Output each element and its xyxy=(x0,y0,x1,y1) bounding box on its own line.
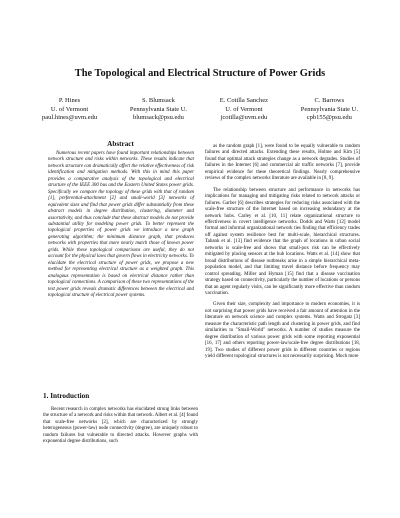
author-1 xyxy=(42,97,97,123)
author-4 xyxy=(301,97,358,123)
paragraph: as the random graph [1], were found to be equally vulnerable to random failures and directed attacks. Extending these results, Holme and Kim [5] found that optimal attack strategies change as a network degrades. Studies of failures in the Internet [6] and commercial air traffic networks [7], provide empirical evidence for these theoretical findings. Nearly comprehensive reviews of the complex networks literature are available in [8, 9]. xyxy=(205,144,360,182)
author-name: P. Hines xyxy=(58,97,81,104)
author-block xyxy=(42,97,358,123)
right-column xyxy=(205,144,360,366)
author-2 xyxy=(130,97,187,123)
paper-title: The Topological and Electrical Structure of Power Grids xyxy=(74,68,326,79)
author-email: cpb155@psu.edu xyxy=(306,114,352,122)
abstract-text: Numerous recent papers have found important relationships between network structure and risks within networks. These results indicate that network structure can dramatically affect the relative effectiveness of risk identification and mitigation methods. With this in mind this paper provides a comparative analysis of the topological and electrical structure of the IEEE 300 bus and the Eastern United States power grids. Specifically we compare the topology of these grids with that of random [1], preferential-attachment [2] and small-world [3] networks of equivalent sizes and find that power grids differ substantially from these abstract models in degree distribution, clustering, diameter and assortativity, and thus conclude that these abstract models do not provide substantial utility for modeling power grids. To better represent the topological properties of power grids we introduce a new graph generating algorithm; the minimum distance graph, that produces networks with properties that more nearly match those of known power grids. While these topological comparisons are useful, they do not account for the physical laws that govern flows in electricity networks. To elucidate the electrical structure of power grids, we propose a new method for representing electrical structure as a weighted graph. This analogous representation is based on electrical distance rather than topological connections. A comparison of these two representations of the test power grids reveals dramatic differences between the electrical and topological structure of electrical power systems. xyxy=(48,151,194,298)
author-affiliation: Pennsylvania State U. xyxy=(300,105,358,113)
author-affiliation: U. of Vermont xyxy=(225,105,263,113)
author-name: E. Cotilla Sanchez xyxy=(219,97,268,104)
paragraph: Given their size, complexity and importance to modern economies, it is not surprising that power grids have received a fair amount of attention in the literature on network science and complex systems. Watts and Strogatz [3] measure the characteristic path length and clustering in power grids, and find similarities to "Small-World" networks. A number of studies measure the degree distribution of various power grids with some reporting exponential [16, 17] and others reporting power-law/scale-free degree distributions [18, 19]. Two studies of different power grids in different countries or regions yield different topological structures is not necessarily surprising. Much more xyxy=(205,302,360,360)
paragraph: The relationship between structure and performance in networks has implications for managing and mitigating risks related to network attacks or failures. Garber [6] describes strategies for reducing risks associated with the scale-free structure of the Internet based on increasing redundancy at the network hubs. Carley et al. [10, 11] relate organizational structure to effectiveness in covert intelligence networks. Dodds and Watts [12] model formal and informal organizational network ties finding that efficiency trades off against system resilience best for multi-scale, hierarchical structures. Tabank et al. [13] find evidence that the graph of locations in urban social networks is scale-free and shows that small-pox risk can be effectively mitigated by placing sensors at the hub locations. Watts et al. [14] show that broad distributions of disease outbreaks arise in a simple hierarchical meta-population model, and that limiting travel distance before frequency may control spreading. Miller and Hyman [15] find that a disease vaccination strategy based on connectivity, particularly the number of locations or persons that an agent regularly visits, can be significantly more effective than random vaccination. xyxy=(205,187,360,296)
author-email: paul.hines@uvm.edu xyxy=(42,114,98,122)
introduction-heading: 1. Introduction xyxy=(43,392,90,400)
introduction-text: Recent research in complex networks has elucidated strong links between the structure of a network and risks within that network. Albert et al. [4] found that scale-free networks [2], which are characterized by strongly heterogeneous (power-law) node connectivity (degree), are uniquely robust to random failures but vulnerable to directed attacks. However graphs with exponential degree distributions, such xyxy=(43,407,198,445)
author-affiliation: Pennsylvania State U. xyxy=(129,105,188,113)
author-name: S. Blumsack xyxy=(142,97,175,104)
abstract-heading: Abstract xyxy=(107,140,134,148)
author-name: C. Barrows xyxy=(314,97,345,104)
author-3 xyxy=(220,97,268,123)
author-affiliation: U. of Vermont xyxy=(50,105,89,113)
author-email: blumsack@psu.edu xyxy=(132,114,184,122)
author-email: jcotilla@uvm.edu xyxy=(220,114,268,122)
